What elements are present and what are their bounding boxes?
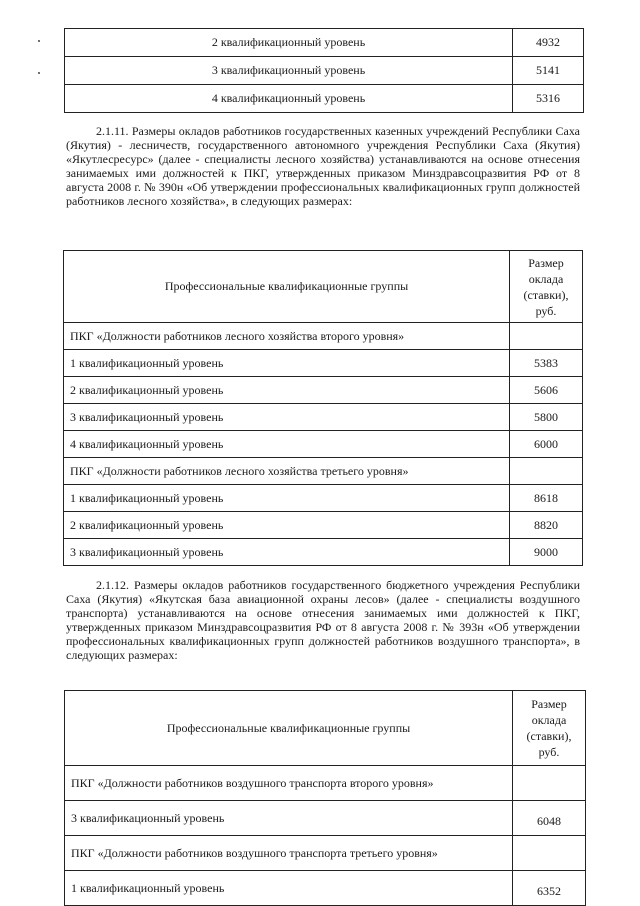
group-label: ПКГ «Должности работников воздушного транспорта третьего уровня» (65, 836, 513, 871)
level-label: 1 квалификационный уровень (65, 871, 513, 906)
level-label: 1 квалификационный уровень (64, 485, 510, 512)
level-label: 2 квалификационный уровень (64, 377, 510, 404)
level-label: 3 квалификационный уровень (64, 539, 510, 566)
table-row (64, 323, 583, 350)
salary-value: 4932 (513, 29, 584, 57)
salary-value: 6048 (513, 801, 586, 836)
header-salary: Размер оклада (ставки), руб. (510, 251, 583, 323)
level-label: 4 квалификационный уровень (64, 431, 510, 458)
table-row (65, 57, 584, 85)
table-row (64, 512, 583, 539)
salary-value: 6352 (513, 871, 586, 906)
salary-value: 5383 (510, 350, 583, 377)
table-row (64, 377, 583, 404)
level-label: 3 квалификационный уровень (65, 57, 513, 85)
level-label: 4 квалификационный уровень (65, 85, 513, 113)
level-label: 1 квалификационный уровень (64, 350, 510, 377)
group-label: ПКГ «Должности работников лесного хозяйства второго уровня» (64, 323, 510, 350)
air-transport-salary-table (64, 690, 586, 906)
group-label: ПКГ «Должности работников лесного хозяйства третьего уровня» (64, 458, 510, 485)
salary-value: 5141 (513, 57, 584, 85)
salary-value: 5800 (510, 404, 583, 431)
table-row (64, 458, 583, 485)
table-row (64, 431, 583, 458)
table-row (65, 766, 586, 801)
table-header-row (65, 691, 586, 766)
salary-value (513, 766, 586, 801)
salary-value: 5316 (513, 85, 584, 113)
table-row (64, 404, 583, 431)
table-row (65, 871, 586, 906)
table-row (64, 350, 583, 377)
salary-value: 9000 (510, 539, 583, 566)
header-group: Профессиональные квалификационные группы (65, 691, 513, 766)
header-group: Профессиональные квалификационные группы (64, 251, 510, 323)
header-salary: Размер оклада (ставки), руб. (513, 691, 586, 766)
table-row (65, 836, 586, 871)
level-label: 2 квалификационный уровень (64, 512, 510, 539)
paragraph-2-1-12: 2.1.12. Размеры окладов работников государственного бюджетного учреждения Республики Саха (Якутия) «Якутская база авиационной охраны лесов» (далее - специалисты воздушного транспорта) устанавливаются на основе отнесения занимаемых ими должностей к ПКГ, утвержденных приказом Минздравсоцразвития РФ от 8 августа 2008 г. № 393н «Об утверждении профессиональных квалификационных групп должностей работников воздушного транспорта», в следующих размерах: (66, 578, 580, 662)
table-row (64, 539, 583, 566)
table-row (65, 801, 586, 836)
scan-speck (38, 40, 40, 42)
top-salary-table (64, 28, 584, 113)
group-label: ПКГ «Должности работников воздушного транспорта второго уровня» (65, 766, 513, 801)
scan-speck (38, 72, 40, 74)
table-row (65, 29, 584, 57)
salary-value: 5606 (510, 377, 583, 404)
level-label: 3 квалификационный уровень (64, 404, 510, 431)
paragraph-2-1-11: 2.1.11. Размеры окладов работников государственных казенных учреждений Республики Саха (Якутия) - лесничеств, государственного автономного учреждения Республики Саха (Якутия) «Якутлесресурс» (далее - специалисты лесного хозяйства) устанавливаются на основе отнесения занимаемых ими должностей к ПКГ, утвержденных приказом Минздравсоцразвития РФ от 8 августа 2008 г. № 390н «Об утверждении профессиональных квалификационных групп должностей работников лесного хозяйства», в следующих размерах: (66, 124, 580, 208)
salary-value: 6000 (510, 431, 583, 458)
level-label: 2 квалификационный уровень (65, 29, 513, 57)
table-row (65, 85, 584, 113)
salary-value (510, 458, 583, 485)
table-header-row (64, 251, 583, 323)
salary-value: 8618 (510, 485, 583, 512)
salary-value (513, 836, 586, 871)
salary-value: 8820 (510, 512, 583, 539)
forestry-salary-table (63, 250, 583, 566)
level-label: 3 квалификационный уровень (65, 801, 513, 836)
salary-value (510, 323, 583, 350)
table-row (64, 485, 583, 512)
